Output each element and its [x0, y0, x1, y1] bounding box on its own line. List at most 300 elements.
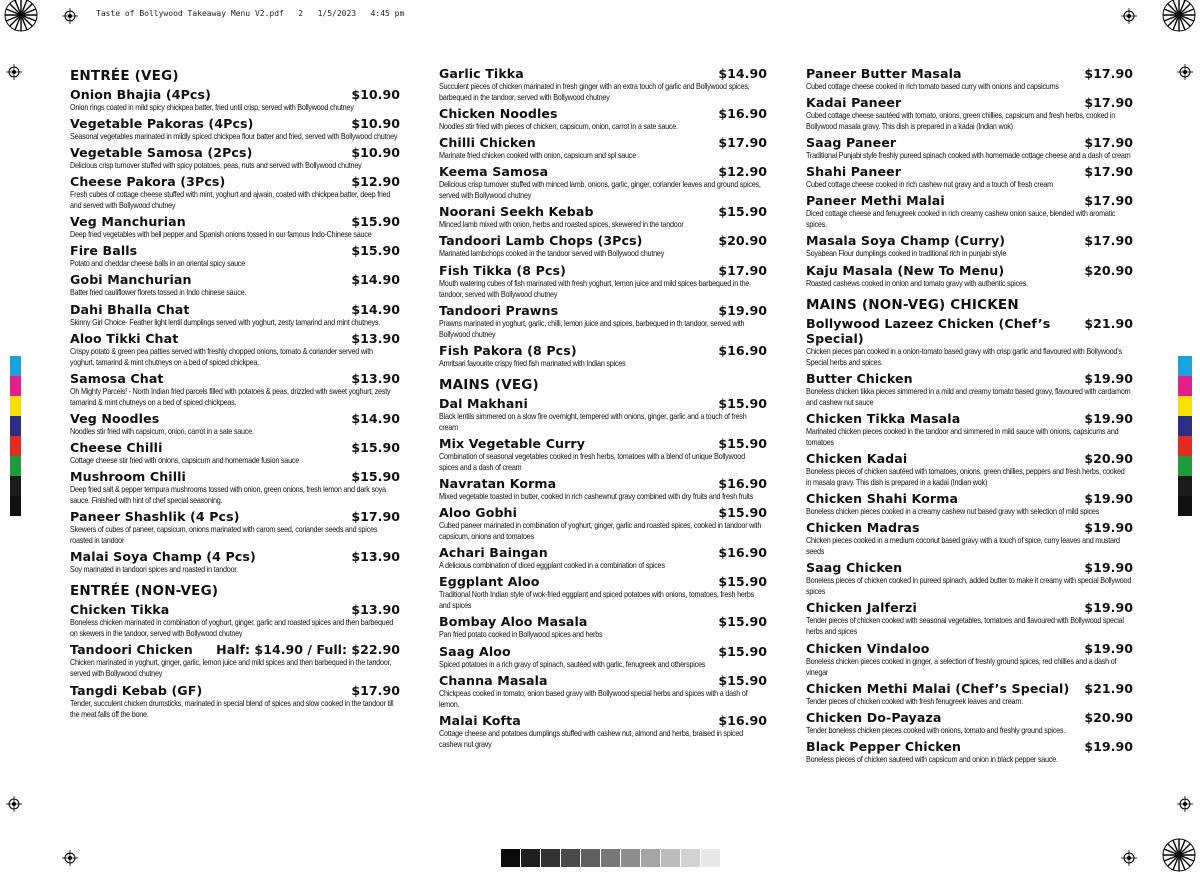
star-target-icon	[4, 0, 38, 32]
menu-item-price: $17.90	[1084, 135, 1133, 151]
menu-item	[439, 545, 767, 571]
menu-item-price: $14.90	[351, 272, 400, 288]
color-swatch	[1178, 456, 1192, 476]
gray-swatch	[701, 849, 720, 867]
menu-item	[70, 87, 400, 113]
menu-item	[439, 713, 767, 750]
menu-item	[806, 451, 1133, 488]
menu-item-description: Marinate fried chicken cooked with onion, capsicum and spl sauce	[439, 151, 636, 161]
color-swatch	[10, 356, 21, 376]
color-swatch	[10, 416, 21, 436]
gray-swatch	[621, 849, 640, 867]
menu-item	[70, 214, 400, 240]
menu-item	[70, 272, 400, 298]
menu-item	[806, 371, 1133, 408]
menu-item-header	[439, 135, 767, 150]
menu-item-description: Black lentils simmered on a slow fire overnight, tempered with onions, ginger, garlic and a touch of fresh cream	[439, 411, 747, 432]
color-swatch	[1178, 356, 1192, 376]
menu-item-header	[70, 87, 400, 102]
menu-item-price: $15.90	[718, 204, 767, 220]
menu-item	[439, 574, 767, 611]
menu-item-name: Malai Soya Champ (4 Pcs)	[70, 549, 256, 565]
menu-item	[806, 681, 1133, 707]
menu-item-name: Noorani Seekh Kebab	[439, 204, 594, 220]
menu-item	[70, 371, 400, 408]
menu-item-header	[806, 641, 1133, 656]
color-swatch	[10, 476, 21, 496]
menu-item-description: Delicious crisp turnover stuffed with spicy potatoes, peas, nuts and served with Bollywood chutney	[70, 161, 362, 171]
menu-item-name: Gobi Manchurian	[70, 272, 192, 288]
menu-item-price: $19.90	[1084, 410, 1133, 426]
menu-item-price: $19.90	[1084, 491, 1133, 507]
gray-swatch	[681, 849, 700, 867]
menu-item-price: $19.90	[1084, 738, 1133, 754]
menu-item-header	[70, 302, 400, 317]
menu-item-description: Chicken pieces cooked in a medium coconut based gravy with a touch of spice, curry leaves and mustard seeds	[806, 536, 1120, 557]
menu-item-description: Potato and cheddar cheese balls in an oriental spicy sauce	[70, 259, 246, 269]
menu-item-header	[806, 491, 1133, 506]
menu-item-description: Deep fried vegetables with bell pepper and Spanish onions tossed in our famous Indo-Chinese sauce	[70, 230, 372, 240]
menu-item-description: Cubed cottage cheese cooked in rich tomato based curry with onions and capsicums	[806, 82, 1059, 91]
menu-item-header	[439, 66, 767, 81]
menu-item-price: $17.90	[718, 135, 767, 151]
menu-item	[806, 164, 1133, 190]
menu-item-name: Bombay Aloo Masala	[439, 614, 588, 630]
menu-item-name: Saag Paneer	[806, 135, 897, 151]
menu-item	[70, 411, 400, 437]
menu-item-header	[70, 243, 400, 258]
menu-item-price: $15.90	[718, 435, 767, 451]
menu-item-header	[806, 95, 1133, 110]
menu-item-price: $20.90	[1084, 262, 1133, 278]
menu-item-header	[806, 164, 1133, 179]
menu-item-description: Combination of seasonal vegetables cooked in fresh herbs, tomatoes with a blend of unique Bollywood spices and a dash of cream	[439, 451, 745, 472]
gray-swatch	[601, 849, 620, 867]
section-title: MAINS (VEG)	[439, 376, 539, 393]
menu-item-price: $13.90	[351, 549, 400, 565]
menu-item-description: Mixed vegetable toasted in butter, cooked in rich cashewnut gravy combined with dry fruits and fresh fruits	[439, 492, 754, 502]
color-swatch	[10, 496, 21, 516]
registration-mark-icon	[62, 8, 78, 24]
menu-item-header	[70, 116, 400, 131]
menu-item	[70, 509, 400, 546]
menu-item	[806, 641, 1133, 678]
menu-item-name: Saag Aloo	[439, 643, 511, 659]
menu-item-name: Fire Balls	[70, 243, 138, 259]
menu-item-name: Channa Masala	[439, 672, 548, 688]
menu-item-name: Bollywood Lazeez Chicken (Chef’s Special)	[806, 315, 1051, 346]
menu-item	[70, 602, 400, 639]
menu-item-header	[439, 106, 767, 121]
menu-item-price: $19.90	[1084, 600, 1133, 616]
menu-item-price: $15.90	[351, 468, 400, 484]
menu-item-header	[439, 673, 767, 688]
menu-item-price: $20.90	[718, 233, 767, 249]
menu-item-description: Noodles stir fried with pieces of chicken, capsicum, onion, carrot in a sate sauce.	[439, 122, 678, 132]
menu-item-description: Chicken marinated in yoghurt, ginger, garlic, lemon juice and mild spices and then barbequed in the tandoor, served with Bollywood chutney	[70, 658, 392, 679]
menu-item	[806, 411, 1133, 448]
gray-swatch	[661, 849, 680, 867]
menu-item-price: $13.90	[351, 330, 400, 346]
menu-item-header	[806, 451, 1133, 466]
menu-item-name: Tandoori Lamb Chops (3Pcs)	[439, 233, 643, 249]
menu-item	[70, 145, 400, 171]
menu-item	[70, 331, 400, 368]
gray-swatch	[541, 849, 560, 867]
color-swatch	[10, 456, 21, 476]
menu-item-description: Cubed cottage cheese sautéed with tomato, onions, green chillies, capsicum and fresh herbs, cooked in Bollywood masala gravy. This dish is prepared in a kadai (Indian wok)	[806, 111, 1116, 132]
registration-mark-icon	[1121, 850, 1137, 866]
menu-item-price: $19.90	[1084, 370, 1133, 386]
menu-item	[439, 396, 767, 433]
header-filename: Taste of Bollywood Takeaway Menu V2.pdf	[96, 9, 284, 18]
star-target-icon	[1162, 0, 1196, 32]
menu-item-name: Fish Tikka (8 Pcs)	[439, 262, 566, 278]
menu-item-price: $17.90	[1084, 193, 1133, 209]
gray-swatch	[581, 849, 600, 867]
menu-item-header	[439, 164, 767, 179]
menu-item-header	[70, 411, 400, 426]
menu-item-description: Tender boneless chicken pieces cooked with onions, tomato and freshly ground spices.	[806, 725, 1066, 735]
color-swatch	[1178, 376, 1192, 396]
menu-item-name: Chilli Chicken	[439, 135, 536, 151]
menu-item	[439, 476, 767, 502]
menu-item-name: Butter Chicken	[806, 370, 913, 386]
menu-item-description: Boneless pieces of chicken sautéed with tomatoes, onions, green chillies, peppers and fresh herbs, cooked in masala gravy. This dish is prepared in a kadai (Indian wok)	[806, 466, 1125, 487]
registration-mark-icon	[6, 796, 22, 812]
color-swatch	[1178, 436, 1192, 456]
registration-mark-icon	[1121, 8, 1137, 24]
menu-item-description: Tender pieces of chicken cooked with fresh fenugreek leaves and cream.	[806, 696, 1023, 706]
menu-item-name: Chicken Tikka	[70, 602, 170, 618]
menu-item-name: Keema Samosa	[439, 164, 549, 180]
menu-item-name: Tangdi Kebab (GF)	[70, 682, 203, 698]
menu-item-description: Chicken pieces pan cooked in a onion-tomato based gravy with crisp garlic and flavoured with Bollywood’s Special herbs and spices.	[806, 346, 1122, 367]
menu-item-price: $16.90	[718, 545, 767, 561]
menu-item	[806, 233, 1133, 259]
menu-item-name: Chicken Shahi Korma	[806, 491, 959, 507]
menu-item-description: Soyabean Flour dumplings cooked in traditional rich in punjabi style	[806, 249, 1007, 259]
menu-item-price: $15.90	[351, 439, 400, 455]
menu-item-header	[70, 145, 400, 160]
menu-item	[439, 66, 767, 103]
menu-item-header	[70, 371, 400, 386]
menu-item-name: Onion Bhajia (4Pcs)	[70, 87, 211, 102]
menu-item	[70, 440, 400, 466]
header-page: 2	[298, 9, 304, 18]
menu-item-name: Chicken Jalferzi	[806, 600, 917, 616]
menu-item-name: Veg Noodles	[70, 410, 160, 426]
menu-item-description: Boneless chicken tikka pieces simmered in a mild and creamy tomato based gravy, flavoured with cardamom and cashew nut sauce	[806, 386, 1131, 407]
menu-item-name: Dal Makhani	[439, 395, 528, 411]
menu-item-description: Boneless chicken pieces cooked in a creamy cashew nut based gravy with selection of mild spices	[806, 507, 1100, 517]
menu-item-name: Eggplant Aloo	[439, 574, 540, 590]
menu-item-name: Paneer Butter Masala	[806, 66, 962, 81]
menu-item-name: Chicken Methi Malai (Chef’s Special)	[806, 680, 1070, 696]
menu-item-price: $12.90	[351, 174, 400, 190]
color-swatch	[1178, 476, 1192, 496]
menu-item-price: $15.90	[351, 214, 400, 230]
color-swatch	[10, 376, 21, 396]
menu-item-header	[439, 303, 767, 318]
menu-item-description: Chickpeas cooked in tomato, onion based gravy with Bollywood special herbs and spices with a dash of lemon.	[439, 688, 748, 709]
menu-item	[439, 233, 767, 259]
menu-item-header	[70, 602, 400, 617]
menu-item-description: Cubed paneer marinated in combination of yoghurt, ginger, garlic and roasted spices, cooked in tandoor with capsicum, onions and tomatoes	[439, 521, 762, 542]
menu-item	[806, 95, 1133, 132]
menu-item-description: Seasonal vegetables marinated in mildly spiced chickpea flour batter and fried, served with Bollywood chutney	[70, 132, 398, 142]
print-header	[96, 9, 404, 18]
menu-item-name: Cheese Chilli	[70, 439, 163, 455]
menu-item-price: $10.90	[351, 116, 400, 132]
menu-item-header	[439, 204, 767, 219]
menu-item-price: Half: $14.90 / Full: $22.90	[216, 642, 400, 658]
menu-item-header	[439, 644, 767, 659]
menu-item	[70, 549, 400, 575]
menu-item	[806, 710, 1133, 736]
menu-item-header	[439, 233, 767, 248]
menu-item	[439, 204, 767, 230]
menu-item-header	[806, 600, 1133, 615]
menu-item	[806, 135, 1133, 161]
menu-item-name: Aloo Gobhi	[439, 505, 518, 521]
header-date: 1/5/2023	[317, 9, 357, 18]
menu-item-name: Mix Vegetable Curry	[439, 435, 586, 451]
menu-item-header	[439, 263, 767, 278]
menu-item-name: Tandoori Prawns	[439, 302, 559, 318]
section-title: MAINS (NON-VEG) CHICKEN	[806, 296, 1019, 313]
color-swatch	[1178, 396, 1192, 416]
menu-item-price: $17.90	[1084, 164, 1133, 180]
menu-item-header	[439, 545, 767, 560]
menu-item-name: Vegetable Pakoras (4Pcs)	[70, 116, 254, 132]
menu-item-name: Paneer Shashlik (4 Pcs)	[70, 509, 240, 525]
menu-item-name: Achari Baingan	[439, 545, 548, 561]
menu-item-description: Cubed cottage cheese cooked in rich cashew nut gravy and a touch of fresh cream	[806, 180, 1053, 190]
menu-item-header	[806, 135, 1133, 150]
menu-item-description: Boneless chicken pieces cooked in ginger, a selection of freshly ground spices, red chillies and a dash of vinegar	[806, 656, 1117, 677]
color-swatch	[10, 436, 21, 456]
menu-item	[806, 600, 1133, 637]
menu-item-description: Marinated chicken pieces cooked in the tandoor and simmered in mild sauce with onions, capsicums and tomatoes	[806, 426, 1119, 447]
menu-item-name: Malai Kofta	[439, 712, 521, 728]
menu-item-description: Succulent pieces of chicken marinated in fresh ginger with an extra touch of garlic and Bollywood spices, barbequed in the tandoor, served with Bollywood chutney	[439, 82, 750, 103]
menu-item-price: $13.90	[351, 602, 400, 618]
menu-item-name: Aloo Tikki Chat	[70, 330, 179, 346]
menu-column-2	[439, 66, 767, 753]
menu-column-1	[70, 66, 400, 723]
menu-item-price: $19.90	[1084, 520, 1133, 536]
menu-item-description: Traditional North Indian style of wok-fried eggplant and spiced potatoes with onions, tomatoes, fresh herbs and spices	[439, 590, 755, 611]
menu-item-name: Kaju Masala (New To Menu)	[806, 262, 1005, 278]
menu-item-header	[806, 710, 1133, 725]
menu-item-description: Minced lamb mixed with onion, herbs and roasted spices, skewered in the tandoor	[439, 220, 684, 230]
menu-item-header	[439, 436, 767, 451]
menu-column-3	[806, 66, 1133, 768]
menu-item-description: Skewers of cubes of paneer, capsicum, onions marinated with carom seed, coriander seeds and spices roasted in tandoor	[70, 525, 378, 546]
menu-item-header	[70, 642, 400, 657]
color-calibration-bar	[10, 356, 21, 516]
menu-item	[806, 491, 1133, 517]
menu-item-name: Fish Pakora (8 Pcs)	[439, 342, 577, 358]
menu-item-header	[806, 263, 1133, 278]
menu-item	[70, 174, 400, 211]
menu-item-description: Marinated lambchops cooked in the tandoor served with Bollywood chutney	[439, 249, 665, 259]
menu-item-price: $19.90	[718, 302, 767, 318]
menu-item-name: Veg Manchurian	[70, 214, 186, 230]
menu-item-description: Tender pieces of chicken cooked with seasonal vegetables, tomatoes and flavoured with Bollywood special herbs and spices	[806, 616, 1124, 637]
menu-item-price: $14.90	[351, 410, 400, 426]
menu-item	[439, 164, 767, 201]
menu-item	[439, 644, 767, 670]
menu-item-header	[806, 520, 1133, 535]
menu-item-name: Black Pepper Chicken	[806, 738, 962, 754]
menu-item-description: Roasted cashews cooked in onion and tomato gravy with authentic spices.	[806, 278, 1028, 288]
color-swatch	[1178, 416, 1192, 436]
star-target-icon	[1162, 838, 1196, 872]
menu-item-name: Chicken Noodles	[439, 106, 558, 122]
menu-item-description: Onion rings coated in mild spicy chickpea batter, fried until crisp, served with Bollywood chutney	[70, 103, 354, 112]
menu-item-name: Saag Chicken	[806, 560, 903, 576]
menu-item-price: $14.90	[718, 66, 767, 81]
menu-item-description: Diced cottage cheese and fenugreek cooked in rich creamy cashew onion sauce, blended with aromatic spices.	[806, 209, 1116, 230]
menu-item	[806, 560, 1133, 597]
menu-item-description: Oh Mighty Parcels! - North Indian fried parcels filled with potatoes & peas, drizzled with sweet yoghurt, zesty tamarind & mint chutneys on a bed of spiced chickpeas.	[70, 386, 391, 407]
menu-item-header	[70, 272, 400, 287]
menu-item-header	[70, 214, 400, 229]
menu-item-price: $10.90	[351, 145, 400, 161]
menu-item	[439, 263, 767, 300]
menu-item-price: $13.90	[351, 370, 400, 386]
menu-item-description: Prawns marinated in yoghurt, garlic, chilli, lemon juice and spices, barbequed in th tandoor, served with Bollywood chutney	[439, 318, 745, 339]
menu-item-price: $12.90	[718, 164, 767, 180]
menu-item-description: Mouth watering cubes of fish marinated with fresh yoghurt, lemon juice and mild spices barbequed in the tandoor, served with Bollywood chutney	[439, 278, 750, 299]
menu-item-name: Chicken Madras	[806, 520, 920, 536]
menu-item-description: Tender, succulent chicken drumsticks, marinated in special blend of spices and slow cooked in the tandoor till the meat falls off the bone.	[70, 698, 394, 719]
menu-item-description: Crispy potato & green pea patties served with freshly chopped onions, tomato & coriander served with yoghurt, tamarind & mint chutneys on a bed of spiced chickpea.	[70, 346, 373, 367]
menu-item-description: Boneless chicken marinated in combination of yoghurt, ginger, garlic and roasted spices and then barbequed on skewers in the tandoor, served with Bollywood chutney	[70, 618, 394, 639]
menu-item-header	[806, 193, 1133, 208]
menu-item	[70, 302, 400, 328]
menu-item-name: Tandoori Chicken	[70, 642, 193, 658]
menu-item-description: Delicious crisp turnover stuffed with minced lamb, onions, garlic, ginger, coriander leaves and ground spices, served with Bollywood chutney	[439, 180, 761, 201]
menu-item-description: Soy marinated in tandoori spices and roasted in tandoor.	[70, 565, 238, 575]
menu-item-price: $21.90	[1084, 315, 1133, 331]
menu-item-price: $17.90	[1084, 66, 1133, 81]
menu-item	[439, 303, 767, 340]
grayscale-calibration-bar	[501, 849, 721, 867]
menu-item-header	[70, 174, 400, 189]
menu-item-price: $15.90	[718, 574, 767, 590]
menu-item-name: Masala Soya Champ (Curry)	[806, 233, 1006, 249]
menu-item-description: Amritsari favourite crispy fried fish marinated with Indian spices	[439, 358, 626, 368]
menu-item-header	[70, 683, 400, 698]
menu-item-header	[70, 549, 400, 564]
menu-item-header	[439, 574, 767, 589]
menu-item	[70, 683, 400, 720]
menu-item-name: Kadai Paneer	[806, 95, 902, 111]
menu-item-price: $15.90	[351, 243, 400, 259]
menu-item	[806, 739, 1133, 765]
menu-item	[70, 469, 400, 506]
section-title: ENTRÉE (VEG)	[70, 68, 179, 84]
menu-item-header	[439, 476, 767, 491]
menu-item-header	[70, 509, 400, 524]
menu-item-header	[439, 713, 767, 728]
menu-item-price: $10.90	[351, 87, 400, 102]
menu-item-price: $15.90	[718, 505, 767, 521]
gray-swatch	[521, 849, 540, 867]
menu-item-price: $17.90	[1084, 95, 1133, 111]
menu-item-header	[806, 316, 1133, 346]
menu-item-name: Navratan Korma	[439, 476, 557, 492]
menu-item-price: $17.90	[351, 509, 400, 525]
menu-item-name: Mushroom Chilli	[70, 468, 186, 484]
menu-item-price: $16.90	[718, 712, 767, 728]
registration-mark-icon	[62, 850, 78, 866]
menu-item	[439, 135, 767, 161]
menu-item-description: Cottage cheese and potatoes dumplings stuffed with cashew nut, almond and herbs, braised in spiced cashew nut gravy	[439, 728, 743, 749]
gray-swatch	[641, 849, 660, 867]
registration-mark-icon	[6, 64, 22, 80]
menu-item-price: $15.90	[718, 672, 767, 688]
menu-item-name: Chicken Tikka Masala	[806, 410, 961, 426]
menu-item-header	[806, 411, 1133, 426]
menu-item-header	[806, 739, 1133, 754]
menu-item-price: $17.90	[1084, 233, 1133, 249]
menu-item-name: Dahi Bhalla Chat	[70, 301, 190, 317]
menu-item-description: Skinny Girl Choice- Feather light lentil dumplings served with yoghurt, zesty tamarind and mint chutneys.	[70, 317, 381, 327]
menu-item-description: Noodles stir fried with capsicum, onion, carrot in a sate sauce.	[70, 426, 254, 436]
menu-item	[806, 263, 1133, 289]
gray-swatch	[501, 849, 520, 867]
menu-item-header	[806, 560, 1133, 575]
menu-item	[806, 66, 1133, 92]
menu-item-description: Batter fried cauliflower florets tossed in Indo chinese sauce.	[70, 288, 247, 298]
color-swatch	[1178, 496, 1192, 516]
menu-item-name: Garlic Tikka	[439, 66, 524, 81]
menu-item-description: Boneless pieces of chicken sauteed with capsicum and onion in black pepper sauce.	[806, 754, 1058, 764]
menu-item-header	[806, 681, 1133, 696]
menu-item-header	[439, 343, 767, 358]
menu-item	[70, 116, 400, 142]
menu-item-price: $21.90	[1084, 680, 1133, 696]
menu-item-price: $15.90	[718, 395, 767, 411]
menu-item-header	[806, 66, 1133, 81]
menu-item-price: $16.90	[718, 476, 767, 492]
menu-item-header	[439, 614, 767, 629]
menu-item-price: $16.90	[718, 106, 767, 122]
menu-item-header	[806, 233, 1133, 248]
menu-item-price: $20.90	[1084, 709, 1133, 725]
menu-item-description: Boneless pieces of chicken cooked in pureed spinach, added butter to make it creamy with special Bollywood spices	[806, 576, 1132, 597]
menu-item-description: Fresh cubes of cottage cheese stuffed with mint, yoghurt and ajwain, coated with chickpea batter, deep fried and served with Bollywood chutney	[70, 190, 391, 211]
menu-item-price: $15.90	[718, 643, 767, 659]
menu-item-name: Paneer Methi Malai	[806, 193, 945, 209]
menu-item-header	[806, 371, 1133, 386]
menu-item	[70, 642, 400, 679]
color-calibration-bar	[1178, 356, 1192, 516]
section-title: ENTRÉE (NON-VEG)	[70, 583, 219, 600]
menu-item	[439, 614, 767, 640]
menu-item	[806, 316, 1133, 368]
menu-item	[439, 343, 767, 369]
menu-item-description: Traditional Punjabi style freshly pureed spinach cooked with homemade cottage cheese and a dash of cream	[806, 151, 1131, 161]
menu-item-description: Pan fried potato cooked in Bollywood spices and herbs	[439, 630, 603, 640]
menu-item-header	[70, 331, 400, 346]
menu-item-price: $17.90	[718, 262, 767, 278]
menu-item	[806, 520, 1133, 557]
